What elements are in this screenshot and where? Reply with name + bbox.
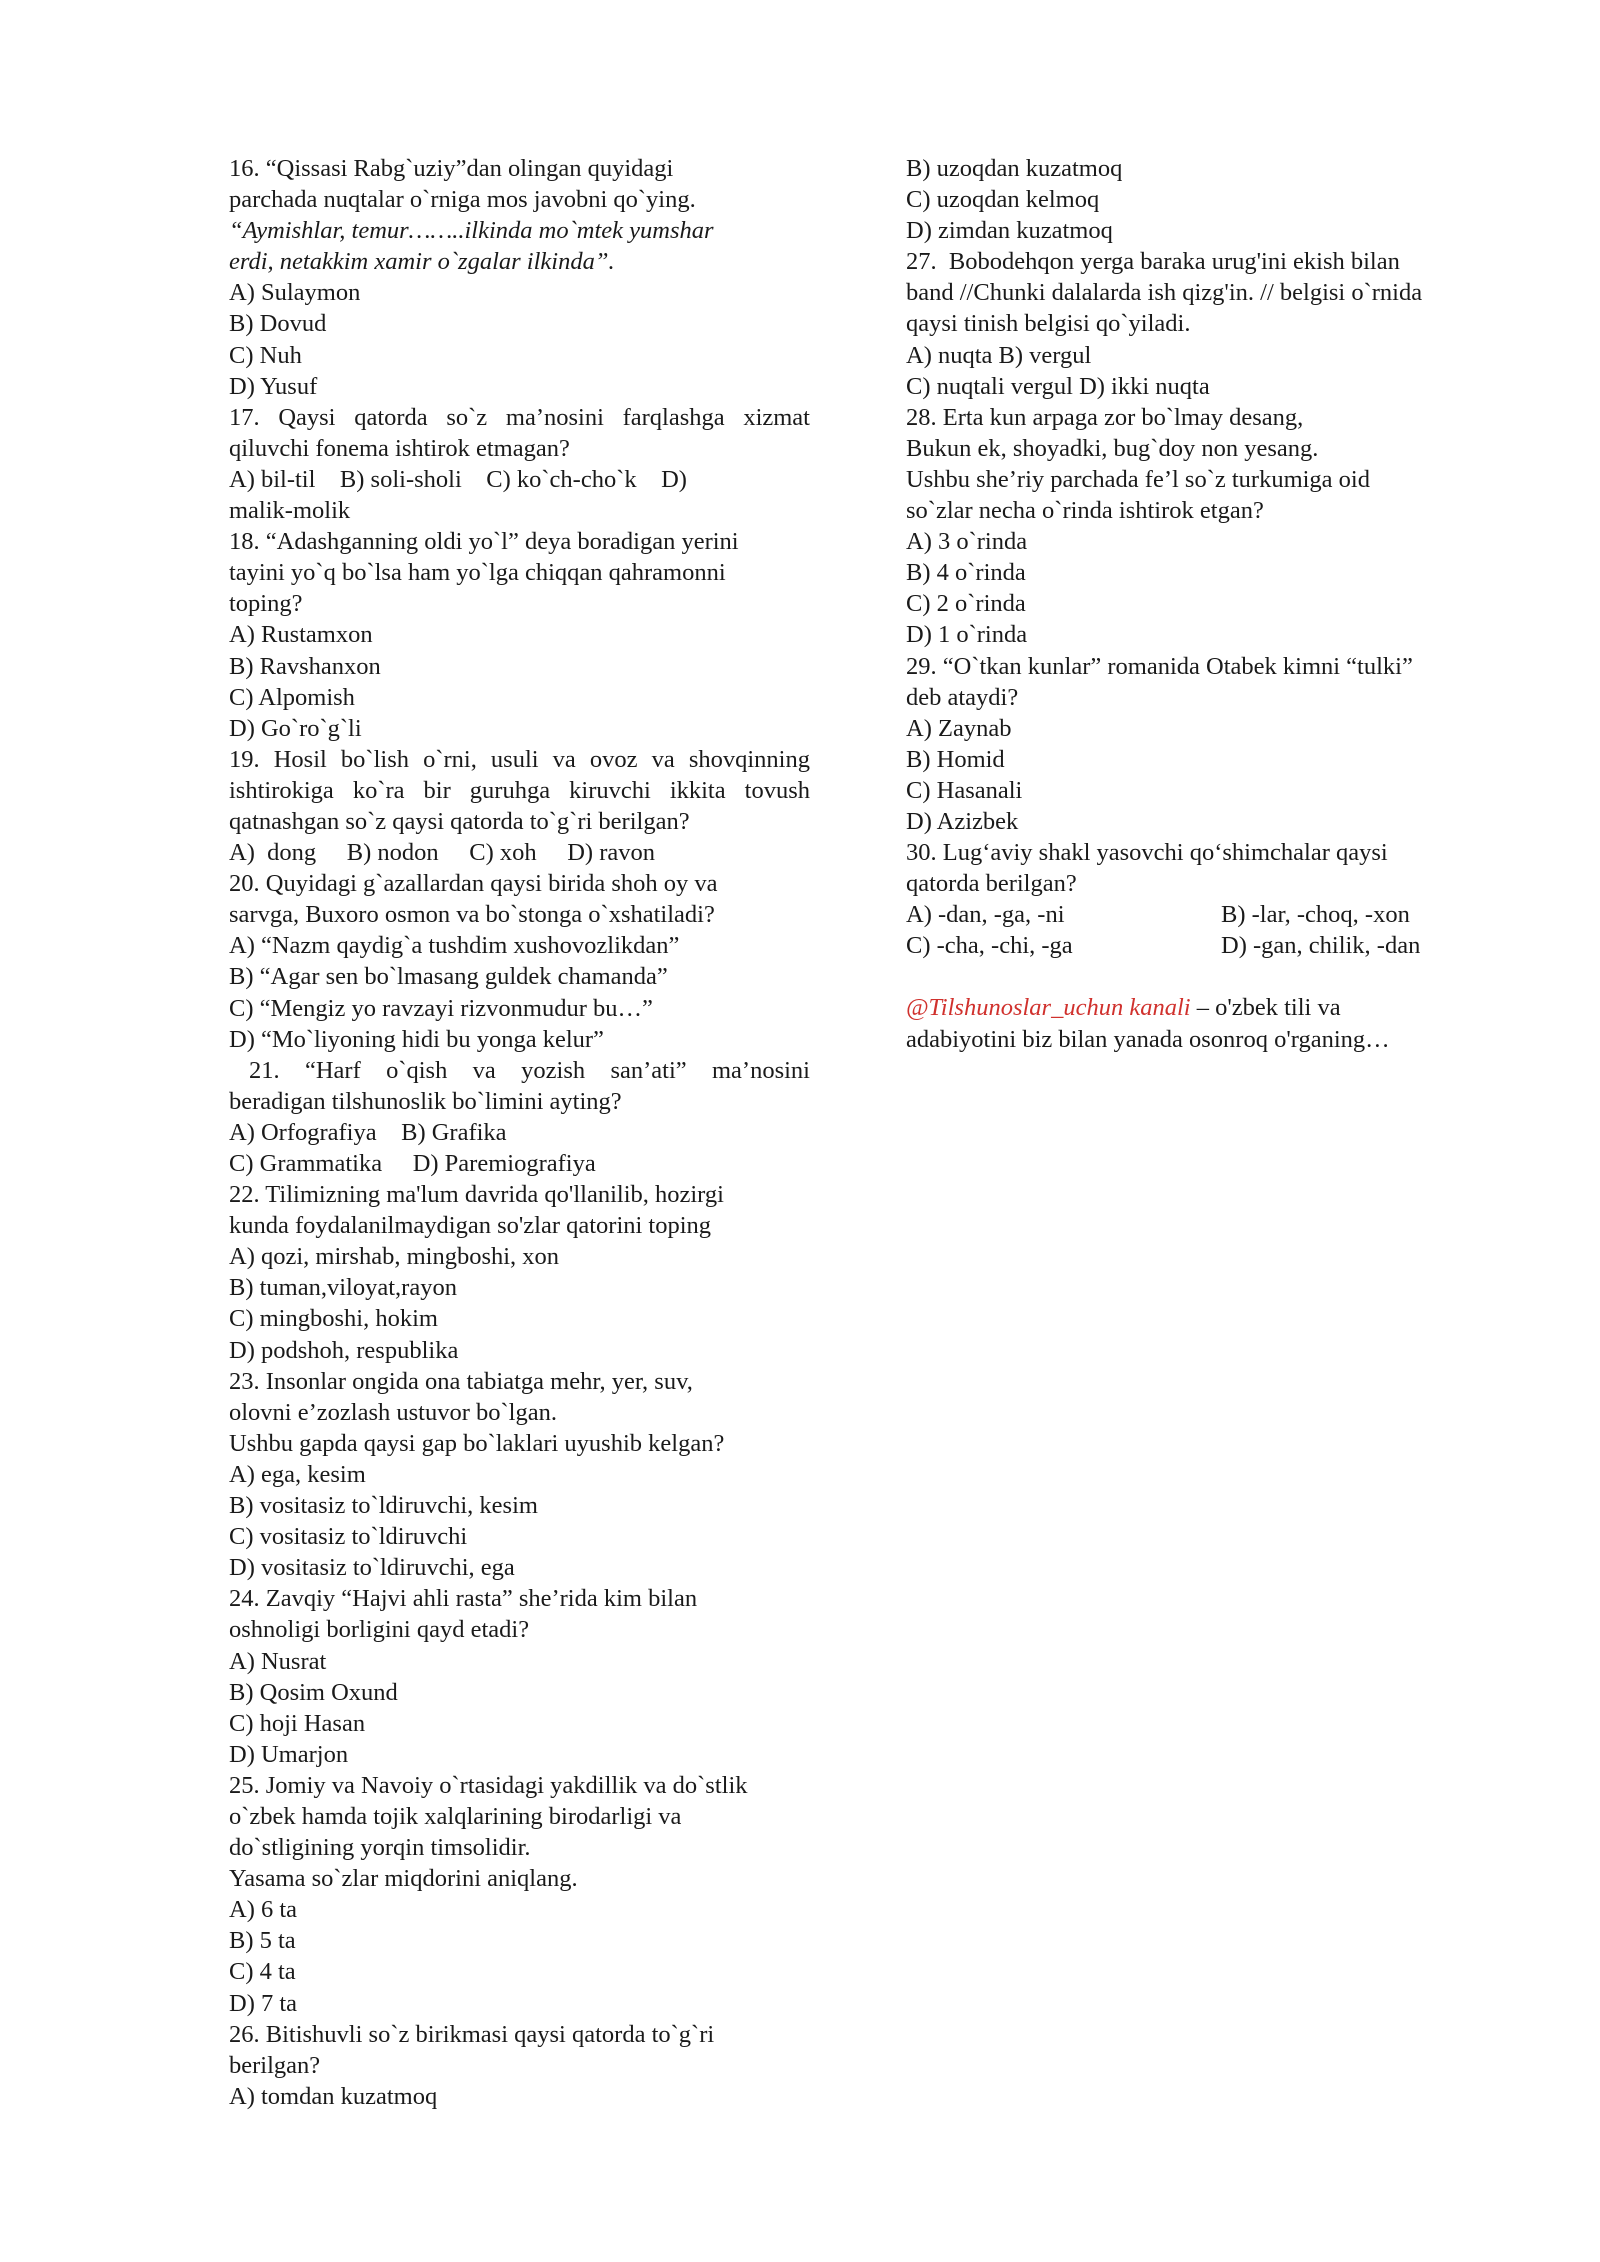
- q19-text-line: ishtirokiga ko`ra bir guruhga kiruvchi ikkita tovush: [229, 776, 810, 804]
- q30-text-line: 30. Lug‘aviy shakl yasovchi qo‘shimchalar qaysi: [906, 839, 1388, 867]
- q22-text-line: 22. Tilimizning ma'lum davrida qo'llanilib, hozirgi: [229, 1181, 724, 1209]
- q23-text-line: Ushbu gapda qaysi gap bo`laklari uyushib kelgan?: [229, 1429, 725, 1457]
- q28-option-c: C) 2 o`rinda: [906, 590, 1026, 618]
- q27-options-line: C) nuqtali vergul D) ikki nuqta: [906, 372, 1210, 400]
- q19-options-line: A) dong B) nodon C) xoh D) ravon: [229, 839, 655, 867]
- q17-text-line: 17. Qaysi qatorda so`z ma’nosini farqlashga xizmat: [229, 403, 810, 431]
- q25-text-line: Yasama so`zlar miqdorini aniqlang.: [229, 1865, 578, 1893]
- q28-text-line: so`zlar necha o`rinda ishtirok etgan?: [906, 497, 1264, 525]
- q30-option-d: D) -gan, chilik, -dan: [1221, 932, 1421, 960]
- q24-text-line: oshnoligi borligini qayd etadi?: [229, 1616, 530, 1644]
- q28-text-line: Ushbu she’riy parchada fe’l so`z turkumiga oid: [906, 465, 1370, 493]
- q25-text-line: do`stligining yorqin timsolidir.: [229, 1834, 531, 1862]
- q25-option-d: D) 7 ta: [229, 1989, 298, 2017]
- q23-option-c: C) vositasiz to`ldiruvchi: [229, 1523, 468, 1551]
- q28-text-line: Bukun ek, shoyadki, bug`doy non yesang.: [906, 434, 1319, 462]
- q24-text-line: 24. Zavqiy “Hajvi ahli rasta” she’rida kim bilan: [229, 1585, 698, 1613]
- q16-option-a: A) Sulaymon: [229, 279, 361, 307]
- q21-options-line: A) Orfografiya B) Grafika: [229, 1118, 507, 1146]
- q24-option-b: B) Qosim Oxund: [229, 1678, 398, 1706]
- q29-option-a: A) Zaynab: [906, 714, 1012, 742]
- q16-option-d: D) Yusuf: [229, 372, 318, 400]
- q17-text-line: qiluvchi fonema ishtirok etmagan?: [229, 434, 570, 462]
- q29-text-line: deb ataydi?: [906, 683, 1019, 711]
- q25-text-line: o`zbek hamda tojik xalqlarining birodarligi va: [229, 1802, 682, 1830]
- q22-option-c: C) mingboshi, hokim: [229, 1305, 438, 1333]
- q21-text-line: beradigan tilshunoslik bo`limini ayting?: [229, 1087, 622, 1115]
- q29-option-b: B) Homid: [906, 745, 1005, 773]
- q21-options-line: C) Grammatika D) Paremiografiya: [229, 1150, 596, 1177]
- q29-option-c: C) Hasanali: [906, 776, 1023, 804]
- q22-option-d: D) podshoh, respublika: [229, 1336, 459, 1364]
- q24-option-a: A) Nusrat: [229, 1647, 327, 1675]
- q28-option-d: D) 1 o`rinda: [906, 621, 1028, 649]
- q20-text-line: 20. Quyidagi g`azallardan qaysi birida shoh oy va: [229, 870, 718, 898]
- q16-text-line: 16. “Qissasi Rabg`uziy”dan olingan quyidagi: [229, 155, 674, 182]
- q27-text-line: 27. Bobodehqon yerga baraka urug'ini ekish bilan: [906, 248, 1400, 276]
- right-column: [906, 153, 1486, 1055]
- spacer: [906, 961, 1486, 992]
- q17-options-line: A) bil-til B) soli-sholi C) ko`ch-cho`k D): [229, 465, 687, 493]
- q22-option-a: A) qozi, mirshab, mingboshi, xon: [229, 1243, 560, 1271]
- promo-text-line: adabiyotini biz bilan yanada osonroq o'rganing…: [906, 1025, 1390, 1053]
- q16-option-b: B) Dovud: [229, 310, 327, 338]
- q26-text-line: 26. Bitishuvli so`z birikmasi qaysi qatorda to`g`ri: [229, 2020, 715, 2048]
- q16-quote-line: erdi, netakkim xamir o`zgalar ilkinda”.: [229, 248, 615, 276]
- q24-option-d: D) Umarjon: [229, 1740, 349, 1768]
- q18-text-line: tayini yo`q bo`lsa ham yo`lga chiqqan qahramonni: [229, 559, 726, 587]
- q22-option-b: B) tuman,viloyat,rayon: [229, 1274, 457, 1302]
- q30-text-line: qatorda berilgan?: [906, 870, 1077, 898]
- q20-option-d: D) “Mo`liyoning hidi bu yonga kelur”: [229, 1025, 604, 1053]
- q27-text-line: band //Chunki dalalarda ish qizg'in. // belgisi o`rnida: [906, 279, 1423, 307]
- q26-text-line: berilgan?: [229, 2051, 321, 2079]
- q23-option-b: B) vositasiz to`ldiruvchi, kesim: [229, 1492, 538, 1520]
- q28-option-b: B) 4 o`rinda: [906, 559, 1026, 587]
- q17-options-line: malik-molik: [229, 497, 351, 525]
- q30-option-b: B) -lar, -choq, -xon: [1221, 901, 1410, 929]
- q26-option-c: C) uzoqdan kelmoq: [906, 186, 1100, 214]
- q30-options-row: [906, 930, 1486, 961]
- q16-text-line: parchada nuqtalar o`rniga mos javobni qo`ying.: [229, 186, 696, 214]
- q30-option-a: A) -dan, -ga, -ni: [906, 901, 1065, 929]
- q26-option-d: D) zimdan kuzatmoq: [906, 217, 1113, 245]
- q21-text-line: 21. “Harf o`qish va yozish san’ati” ma’nosini: [249, 1056, 810, 1084]
- q20-option-c: C) “Mengiz yo ravzayi rizvonmudur bu…”: [229, 994, 653, 1022]
- q18-option-d: D) Go`ro`g`li: [229, 714, 362, 742]
- q25-option-b: B) 5 ta: [229, 1927, 296, 1955]
- q19-text-line: qatnashgan so`z qaysi qatorda to`g`ri berilgan?: [229, 807, 690, 835]
- q28-option-a: A) 3 o`rinda: [906, 528, 1028, 556]
- q27-options-line: A) nuqta B) vergul: [906, 341, 1092, 369]
- channel-link[interactable]: @Tilshunoslar_uchun kanali: [906, 994, 1191, 1022]
- q19-text-line: 19. Hosil bo`lish o`rni, usuli va ovoz va shovqinning: [229, 745, 810, 773]
- q23-text-line: 23. Insonlar ongida ona tabiatga mehr, yer, suv,: [229, 1367, 693, 1395]
- q18-text-line: 18. “Adashganning oldi yo`l” deya boradigan yerini: [229, 528, 739, 556]
- promo-text: – o'zbek tili va: [1190, 994, 1341, 1022]
- q30-option-c: C) -cha, -chi, -ga: [906, 932, 1073, 960]
- q26-option-a: A) tomdan kuzatmoq: [229, 2082, 438, 2110]
- q28-text-line: 28. Erta kun arpaga zor bo`lmay desang,: [906, 403, 1304, 431]
- q23-text-line: olovni e’zozlash ustuvor bo`lgan.: [229, 1398, 557, 1426]
- q29-text-line: 29. “O`tkan kunlar” romanida Otabek kimni “tulki”: [906, 652, 1413, 680]
- q23-option-a: A) ega, kesim: [229, 1460, 366, 1488]
- q18-option-b: B) Ravshanxon: [229, 652, 381, 680]
- q20-option-a: A) “Nazm qaydig`a tushdim xushovozlikdan”: [229, 932, 680, 960]
- left-column: [229, 153, 810, 2112]
- q26-option-b: B) uzoqdan kuzatmoq: [906, 155, 1123, 182]
- q18-option-c: C) Alpomish: [229, 683, 355, 711]
- q18-option-a: A) Rustamxon: [229, 621, 373, 649]
- q20-option-b: B) “Agar sen bo`lmasang guldek chamanda”: [229, 963, 668, 991]
- q23-option-d: D) vositasiz to`ldiruvchi, ega: [229, 1554, 515, 1582]
- q22-text-line: kunda foydalanilmaydigan so'zlar qatorini toping: [229, 1212, 712, 1240]
- q29-option-d: D) Azizbek: [906, 807, 1019, 835]
- q27-text-line: qaysi tinish belgisi qo`yiladi.: [906, 310, 1191, 338]
- channel-promo-line: [906, 992, 1486, 1023]
- q16-quote-line: “Aymishlar, temur……..ilkinda mo`mtek yumshar: [229, 217, 714, 245]
- q25-option-c: C) 4 ta: [229, 1958, 296, 1986]
- q18-text-line: toping?: [229, 590, 303, 618]
- q16-option-c: C) Nuh: [229, 341, 302, 369]
- q30-options-row: [906, 899, 1486, 930]
- q25-text-line: 25. Jomiy va Navoiy o`rtasidagi yakdillik va do`stlik: [229, 1771, 748, 1799]
- q20-text-line: sarvga, Buxoro osmon va bo`stonga o`xshatiladi?: [229, 901, 715, 929]
- q25-option-a: A) 6 ta: [229, 1896, 298, 1924]
- q24-option-c: C) hoji Hasan: [229, 1709, 366, 1737]
